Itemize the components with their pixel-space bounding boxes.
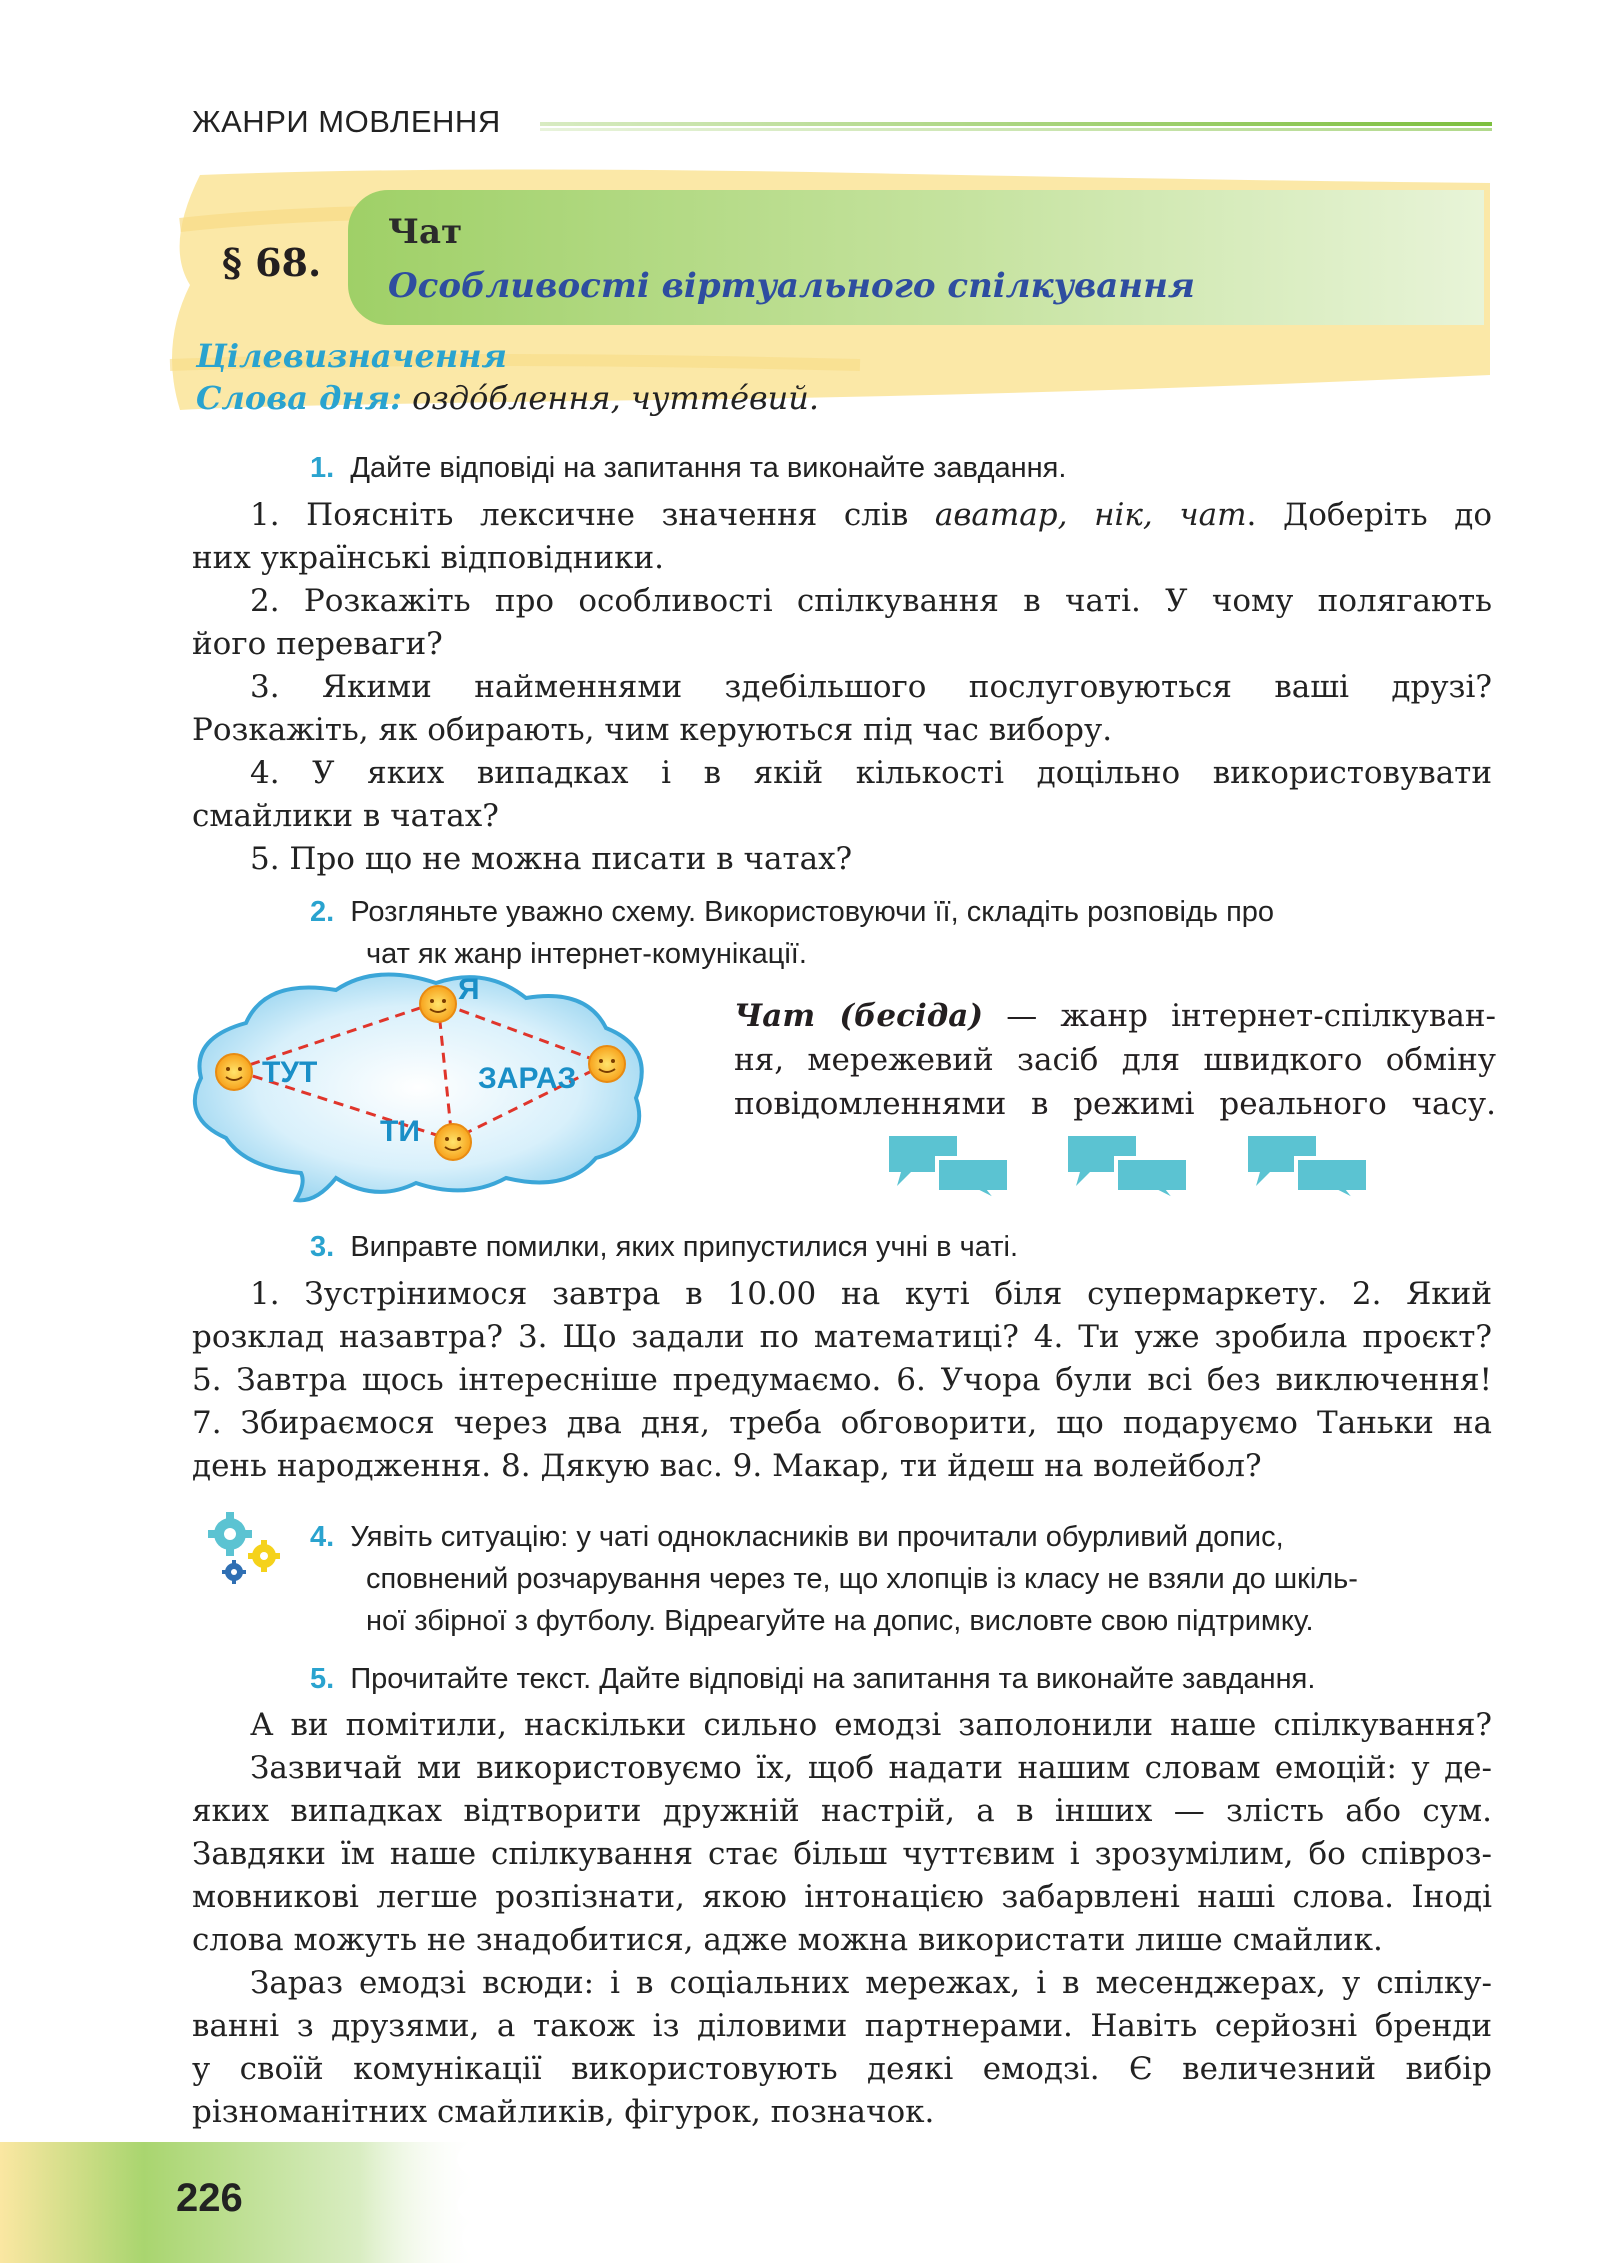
text-paragraph-2-line-1: Зазвичай ми використовуємо їх, щоб надати нашим словам емоцій: у де- <box>250 1750 1492 1786</box>
task-number: 4. <box>310 1521 335 1553</box>
definition-line-2: ня, мережевий засіб для швидкого обміну <box>734 1042 1496 1078</box>
task-3-line-2: розклад назавтра? 3. Що задали по математиці? 4. Ти уже зробила проєкт? <box>192 1319 1492 1355</box>
task-4-text-1: Уявіть ситуацію: у чаті однокласників ви прочитали обурливий допис, <box>350 1521 1284 1553</box>
task-1-question-1 <box>192 494 1492 537</box>
task-1-question-3-cont: Розкажіть, як обирають, чим керуються під час вибору. <box>192 712 1113 748</box>
sun-icon <box>216 1054 252 1090</box>
task-1-question-4: 4. У яких випадках і в якій кількості доцільно використовувати <box>250 755 1492 791</box>
task-1-question-2-cont: його переваги? <box>192 626 443 662</box>
task-1-question-1-cont: них українські відповідники. <box>192 540 665 576</box>
sun-icon <box>589 1046 625 1082</box>
q1-tail: . Доберіть до <box>1246 497 1493 533</box>
section-subtitle: Особливості віртуального спілкування <box>388 266 1195 306</box>
task-4-line-3: ної збірної з футболу. Відреагуйте на допис, висловте свою підтримку. <box>366 1605 1314 1637</box>
task-2-instruction-cont: чат як жанр інтернет-комунікації. <box>366 938 807 970</box>
running-head: ЖАНРИ МОВЛЕННЯ <box>192 104 501 139</box>
section-title: Чат <box>388 212 463 252</box>
page-number: 226 <box>176 2176 243 2220</box>
diagram-label-zaraz: ЗАРАЗ <box>478 1062 577 1095</box>
text-paragraph-3-line-2: ванні з друзями, а також із діловими партнерами. Навіть серйозні бренди <box>192 2008 1492 2044</box>
task-1-instruction: Дайте відповіді на запитання та виконайте завдання. <box>350 452 1067 484</box>
words-label: Слова дня: <box>196 379 402 417</box>
task-3-instruction-line <box>310 1226 1018 1268</box>
task-number: 3. <box>310 1231 335 1263</box>
task-number: 2. <box>310 896 335 928</box>
text-paragraph-2-line-5: слова можуть не знадобитися, адже можна використати лише смайлик. <box>192 1922 1383 1958</box>
diagram-label-tut: ТУТ <box>262 1056 318 1089</box>
sun-icon <box>435 1124 471 1160</box>
page-number-band <box>0 2142 500 2263</box>
chat-definition <box>734 994 1496 1126</box>
chat-cloud-diagram <box>186 968 656 1208</box>
task-1-question-2: 2. Розкажіть про особливості спілкування в чаті. У чому полягають <box>250 583 1492 619</box>
task-1-question-5: 5. Про що не можна писати в чатах? <box>250 841 853 877</box>
text-paragraph-2-line-3: Завдяки їм наше спілкування стає більш чуттєвим і зрозумілим, бо співроз- <box>192 1836 1492 1872</box>
goal-label: Цілевизначення <box>196 337 507 375</box>
definition-line-3: повідомленнями в режимі реального часу. <box>734 1086 1496 1122</box>
task-3-line-1: 1. Зустрінимося завтра в 10.00 на куті біля супермаркету. 2. Який <box>250 1276 1492 1312</box>
text-paragraph-2-line-4: мовникові легше розпізнати, якою інтонацією забарвлені наші слова. Іноді <box>192 1879 1492 1915</box>
diagram-label-ya: Я <box>458 973 480 1006</box>
task-4-line-1 <box>310 1516 1496 1558</box>
task-4-line-2: сповнений розчарування через те, що хлопців із класу не взяли до шкіль- <box>366 1563 1358 1595</box>
task-5-instruction: Прочитайте текст. Дайте відповіді на запитання та виконайте завдання. <box>350 1663 1316 1695</box>
task-number: 1. <box>310 452 335 484</box>
header-rule <box>540 122 1492 132</box>
gears-icon <box>206 1512 284 1586</box>
definition-text: — жанр інтернет-спілкуван- <box>983 998 1496 1034</box>
text-paragraph-3-line-1: Зараз емодзі всюди: і в соціальних мережах, і в месенджерах, у спілку- <box>250 1965 1492 2001</box>
task-1-instruction-line <box>310 447 1066 489</box>
text-paragraph-2-line-2: яких випадках відтворити дружній настрій, а в інших — злість або сум. <box>192 1793 1492 1829</box>
text-paragraph-1: А ви помітили, наскільки сильно емодзі заполонили наше спілкування? <box>250 1707 1492 1743</box>
chat-bubbles-icon <box>1246 1132 1370 1202</box>
text-paragraph-3-line-3: у своїй комунікації використовують деякі емодзі. Є величезний вибір <box>192 2051 1492 2087</box>
definition-term: Чат (бесіда) <box>734 998 984 1034</box>
task-5-instruction-line <box>310 1658 1496 1700</box>
task-3-instruction: Виправте помилки, яких припустилися учні в чаті. <box>350 1231 1019 1263</box>
diagram-label-ty: ТИ <box>380 1115 420 1148</box>
task-3-line-5: день народження. 8. Дякую вас. 9. Макар, ти йдеш на волейбол? <box>192 1448 1262 1484</box>
task-2-instruction: Розгляньте уважно схему. Використовуючи її, складіть розповідь про <box>350 896 1275 928</box>
task-3-line-3: 5. Завтра щось інтересніше предумаємо. 6. Учора були всі без виключення! <box>192 1362 1492 1398</box>
sun-icon <box>420 986 456 1022</box>
words-of-the-day <box>196 379 819 417</box>
q1-italic: аватар, нік, чат <box>934 497 1247 533</box>
task-1-question-3: 3. Якими найменнями здебільшого послуговуються ваші друзі? <box>250 669 1492 705</box>
section-number: § 68. <box>222 240 322 285</box>
task-1-question-4-cont: смайлики в чатах? <box>192 798 499 834</box>
definition-line-1 <box>734 994 1496 1038</box>
words-value: оздóблення, чуттéвий. <box>401 379 820 417</box>
task-number: 5. <box>310 1663 335 1695</box>
chat-bubbles-icon <box>1066 1132 1190 1202</box>
task-3-line-4: 7. Збираємося через два дня, треба обговорити, що подаруємо Таньки на <box>192 1405 1492 1441</box>
q1-text: 1. Поясніть лексичне значення слів <box>250 497 935 533</box>
chat-bubbles-icon <box>887 1132 1011 1202</box>
task-2-instruction-line <box>310 891 1496 933</box>
text-paragraph-3-line-4: різноманітних смайликів, фігурок, позначок. <box>192 2094 935 2130</box>
